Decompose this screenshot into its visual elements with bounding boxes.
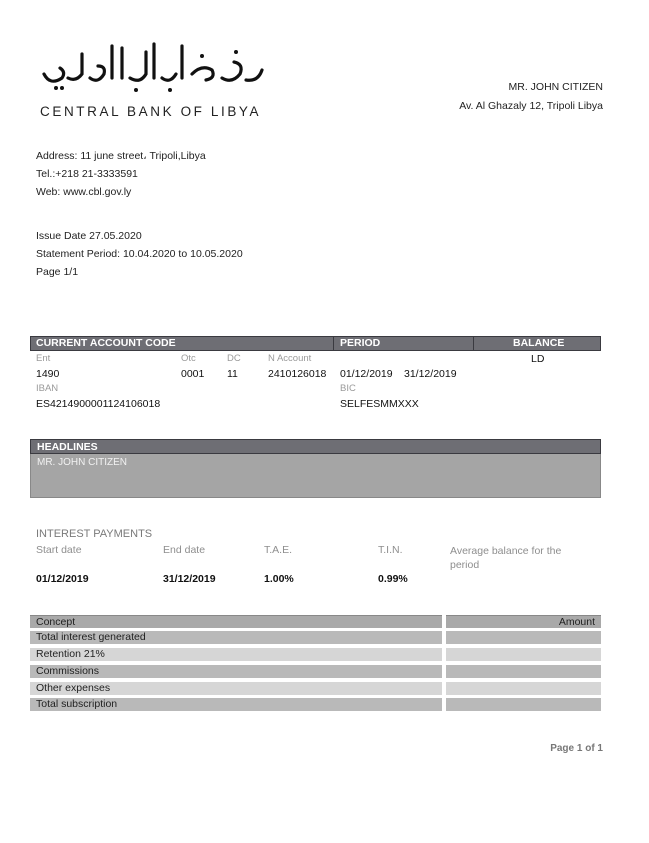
value-iban: ES4214900001124106018 (36, 398, 161, 410)
amount-header: Amount (446, 615, 601, 628)
divider (473, 336, 474, 351)
table-row: Other expenses (30, 682, 442, 695)
label-ent: Ent (36, 353, 51, 364)
table-cell-amount (446, 665, 601, 678)
value-period-end: 31/12/2019 (404, 368, 457, 380)
header-period: PERIOD (340, 337, 381, 349)
headlines-header: HEADLINES (30, 439, 601, 454)
label-otc: Otc (181, 353, 196, 364)
header-account-code: CURRENT ACCOUNT CODE (36, 337, 176, 349)
issue-date: Issue Date 27.05.2020 (36, 230, 142, 242)
label-iban: IBAN (36, 383, 59, 394)
label-dc: DC (227, 353, 241, 364)
label-tae: T.A.E. (264, 544, 293, 556)
concept-header: Concept (30, 615, 442, 628)
bank-name: CENTRAL BANK OF LIBYA (40, 104, 262, 119)
table-row: Total interest generated (30, 631, 442, 644)
value-otc: 0001 (181, 368, 205, 380)
label-end-date: End date (163, 544, 206, 556)
recipient-name: MR. JOHN CITIZEN (508, 81, 603, 93)
balance-currency: LD (531, 353, 545, 365)
divider (333, 336, 334, 351)
headlines-body (30, 454, 601, 498)
value-bic: SELFESMMXXX (340, 398, 419, 410)
arabic-calligraphy-icon (36, 34, 266, 94)
table-cell-amount (446, 698, 601, 711)
recipient-address: Av. Al Ghazaly 12, Tripoli Libya (459, 100, 603, 112)
value-tae: 1.00% (264, 573, 294, 585)
label-start-date: Start date (36, 544, 82, 556)
statement-info (36, 227, 243, 281)
value-start-date: 01/12/2019 (36, 573, 89, 585)
bank-contact (36, 147, 206, 201)
table-cell-amount (446, 648, 601, 661)
bank-logo-arabic (36, 34, 266, 94)
table-row: Total subscription (30, 698, 442, 711)
value-n-account: 2410126018 (268, 368, 327, 380)
label-avg-balance: Average balance for the period (450, 545, 562, 571)
headlines-holder: MR. JOHN CITIZEN (37, 457, 127, 468)
page-indicator: Page 1/1 (36, 266, 79, 278)
label-n-account: N Account (268, 353, 312, 364)
table-cell-amount (446, 682, 601, 695)
statement-period: Statement Period: 10.04.2020 to 10.05.2020 (36, 248, 243, 260)
value-tin: 0.99% (378, 573, 408, 585)
label-tin: T.I.N. (378, 544, 403, 556)
label-bic: BIC (340, 383, 356, 394)
table-row: Retention 21% (30, 648, 442, 661)
value-ent: 1490 (36, 368, 60, 380)
table-row: Commissions (30, 665, 442, 678)
bank-web[interactable]: Web: www.cbl.gov.ly (36, 186, 132, 198)
bank-tel: Tel.:+218 21-3333591 (36, 168, 138, 180)
bank-address: Address: 11 june street، Tripoli,Libya (36, 150, 206, 162)
footer-page: Page 1 of 1 (550, 743, 603, 754)
table-cell-amount (446, 631, 601, 644)
value-dc: 11 (227, 368, 238, 380)
header-balance: BALANCE (513, 337, 565, 349)
value-period-start: 01/12/2019 (340, 368, 393, 380)
value-end-date: 31/12/2019 (163, 573, 216, 585)
interest-title: INTEREST PAYMENTS (36, 528, 153, 540)
